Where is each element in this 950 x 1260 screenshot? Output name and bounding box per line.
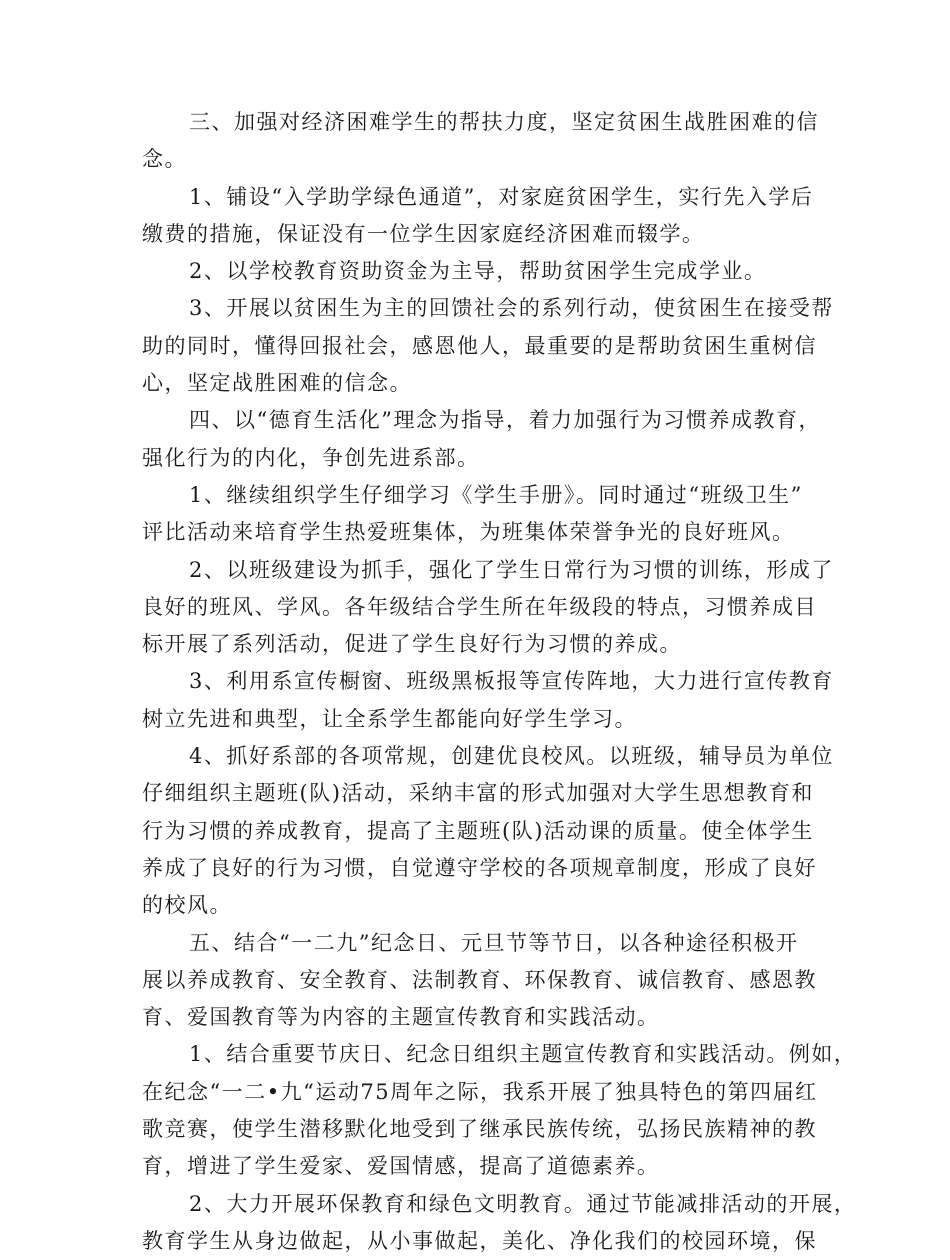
- text-line: 展以养成教育、安全教育、法制教育、环保教育、诚信教育、感恩教: [142, 967, 817, 992]
- text-line: 标开展了系列活动，促进了学生良好行为习惯的养成。: [142, 632, 682, 657]
- text-line: 育、爱国教育等为内容的主题宣传教育和实践活动。: [142, 1005, 660, 1030]
- text-line: 3、利用系宣传橱窗、班级黑板报等宣传阵地，大力进行宣传教育: [189, 669, 834, 694]
- text-line: 行为习惯的养成教育，提高了主题班(队)活动课的质量。使全体学生: [142, 818, 814, 843]
- text-line: 1、继续组织学生仔细学习《学生手册》。同时通过“班级卫生”: [189, 482, 803, 507]
- text-line: 养成了良好的行为习惯，自觉遵守学校的各项规章制度，形成了良好: [142, 855, 817, 880]
- text-line: 3、开展以贫困生为主的回馈社会的系列行动，使贫困生在接受帮: [189, 296, 834, 321]
- text-line: 歌竞赛，使学生潜移默化地受到了继承民族传统，弘扬民族精神的教: [142, 1117, 817, 1142]
- text-line: 念。: [142, 147, 187, 172]
- text-line: 五、结合“一二九”纪念日、元旦节等节日，以各种途径积极开: [189, 930, 799, 955]
- text-line: 在纪念“一二•九“运动75周年之际，我系开展了独具特色的第四届红: [142, 1079, 818, 1104]
- text-line: 教育学生从身边做起，从小事做起，美化、净化我们的校园环境，保: [142, 1228, 817, 1253]
- text-line: 心，坚定战胜困难的信念。: [142, 371, 412, 396]
- text-line: 良好的班风、学风。各年级结合学生所在年级段的特点，习惯养成目: [142, 594, 817, 619]
- text-line: 育，增进了学生爱家、爱国情感，提高了道德素养。: [142, 1154, 660, 1179]
- text-line: 三、加强对经济困难学生的帮扶力度，坚定贫困生战胜困难的信: [189, 110, 819, 134]
- text-line: 2、以学校教育资助资金为主导，帮助贫困学生完成学业。: [189, 259, 767, 284]
- text-line: 的校风。: [142, 893, 232, 918]
- document-body: [142, 104, 857, 1260]
- text-line: 助的同时，懂得回报社会，感恩他人，最重要的是帮助贫困生重树信: [142, 333, 817, 358]
- text-line: 2、大力开展环保教育和绿色文明教育。通过节能减排活动的开展，: [189, 1191, 857, 1216]
- text-line: 4、抓好系部的各项常规，创建优良校风。以班级，辅导员为单位: [189, 744, 834, 769]
- text-line: 2、以班级建设为抓手，强化了学生日常行为习惯的训练，形成了: [189, 557, 834, 582]
- text-line: 树立先进和典型，让全系学生都能向好学生学习。: [142, 706, 637, 731]
- text-line: 1、铺设“入学助学绿色通道”，对家庭贫困学生，实行先入学后: [189, 184, 814, 209]
- text-line: 强化行为的内化，争创先进系部。: [142, 445, 480, 470]
- text-line: 缴费的措施，保证没有一位学生因家庭经济困难而辍学。: [142, 221, 705, 246]
- text-line: 1、结合重要节庆日、纪念日组织主题宣传教育和实践活动。例如，: [189, 1042, 857, 1067]
- text-line: 仔细组织主题班(队)活动，采纳丰富的形式加强对大学生思想教育和: [142, 781, 814, 806]
- text-line: 评比活动来培育学生热爱班集体，为班集体荣誉争光的良好班风。: [142, 520, 795, 545]
- text-line: 四、以“德育生活化”理念为指导，着力加强行为习惯养成教育，: [189, 408, 821, 433]
